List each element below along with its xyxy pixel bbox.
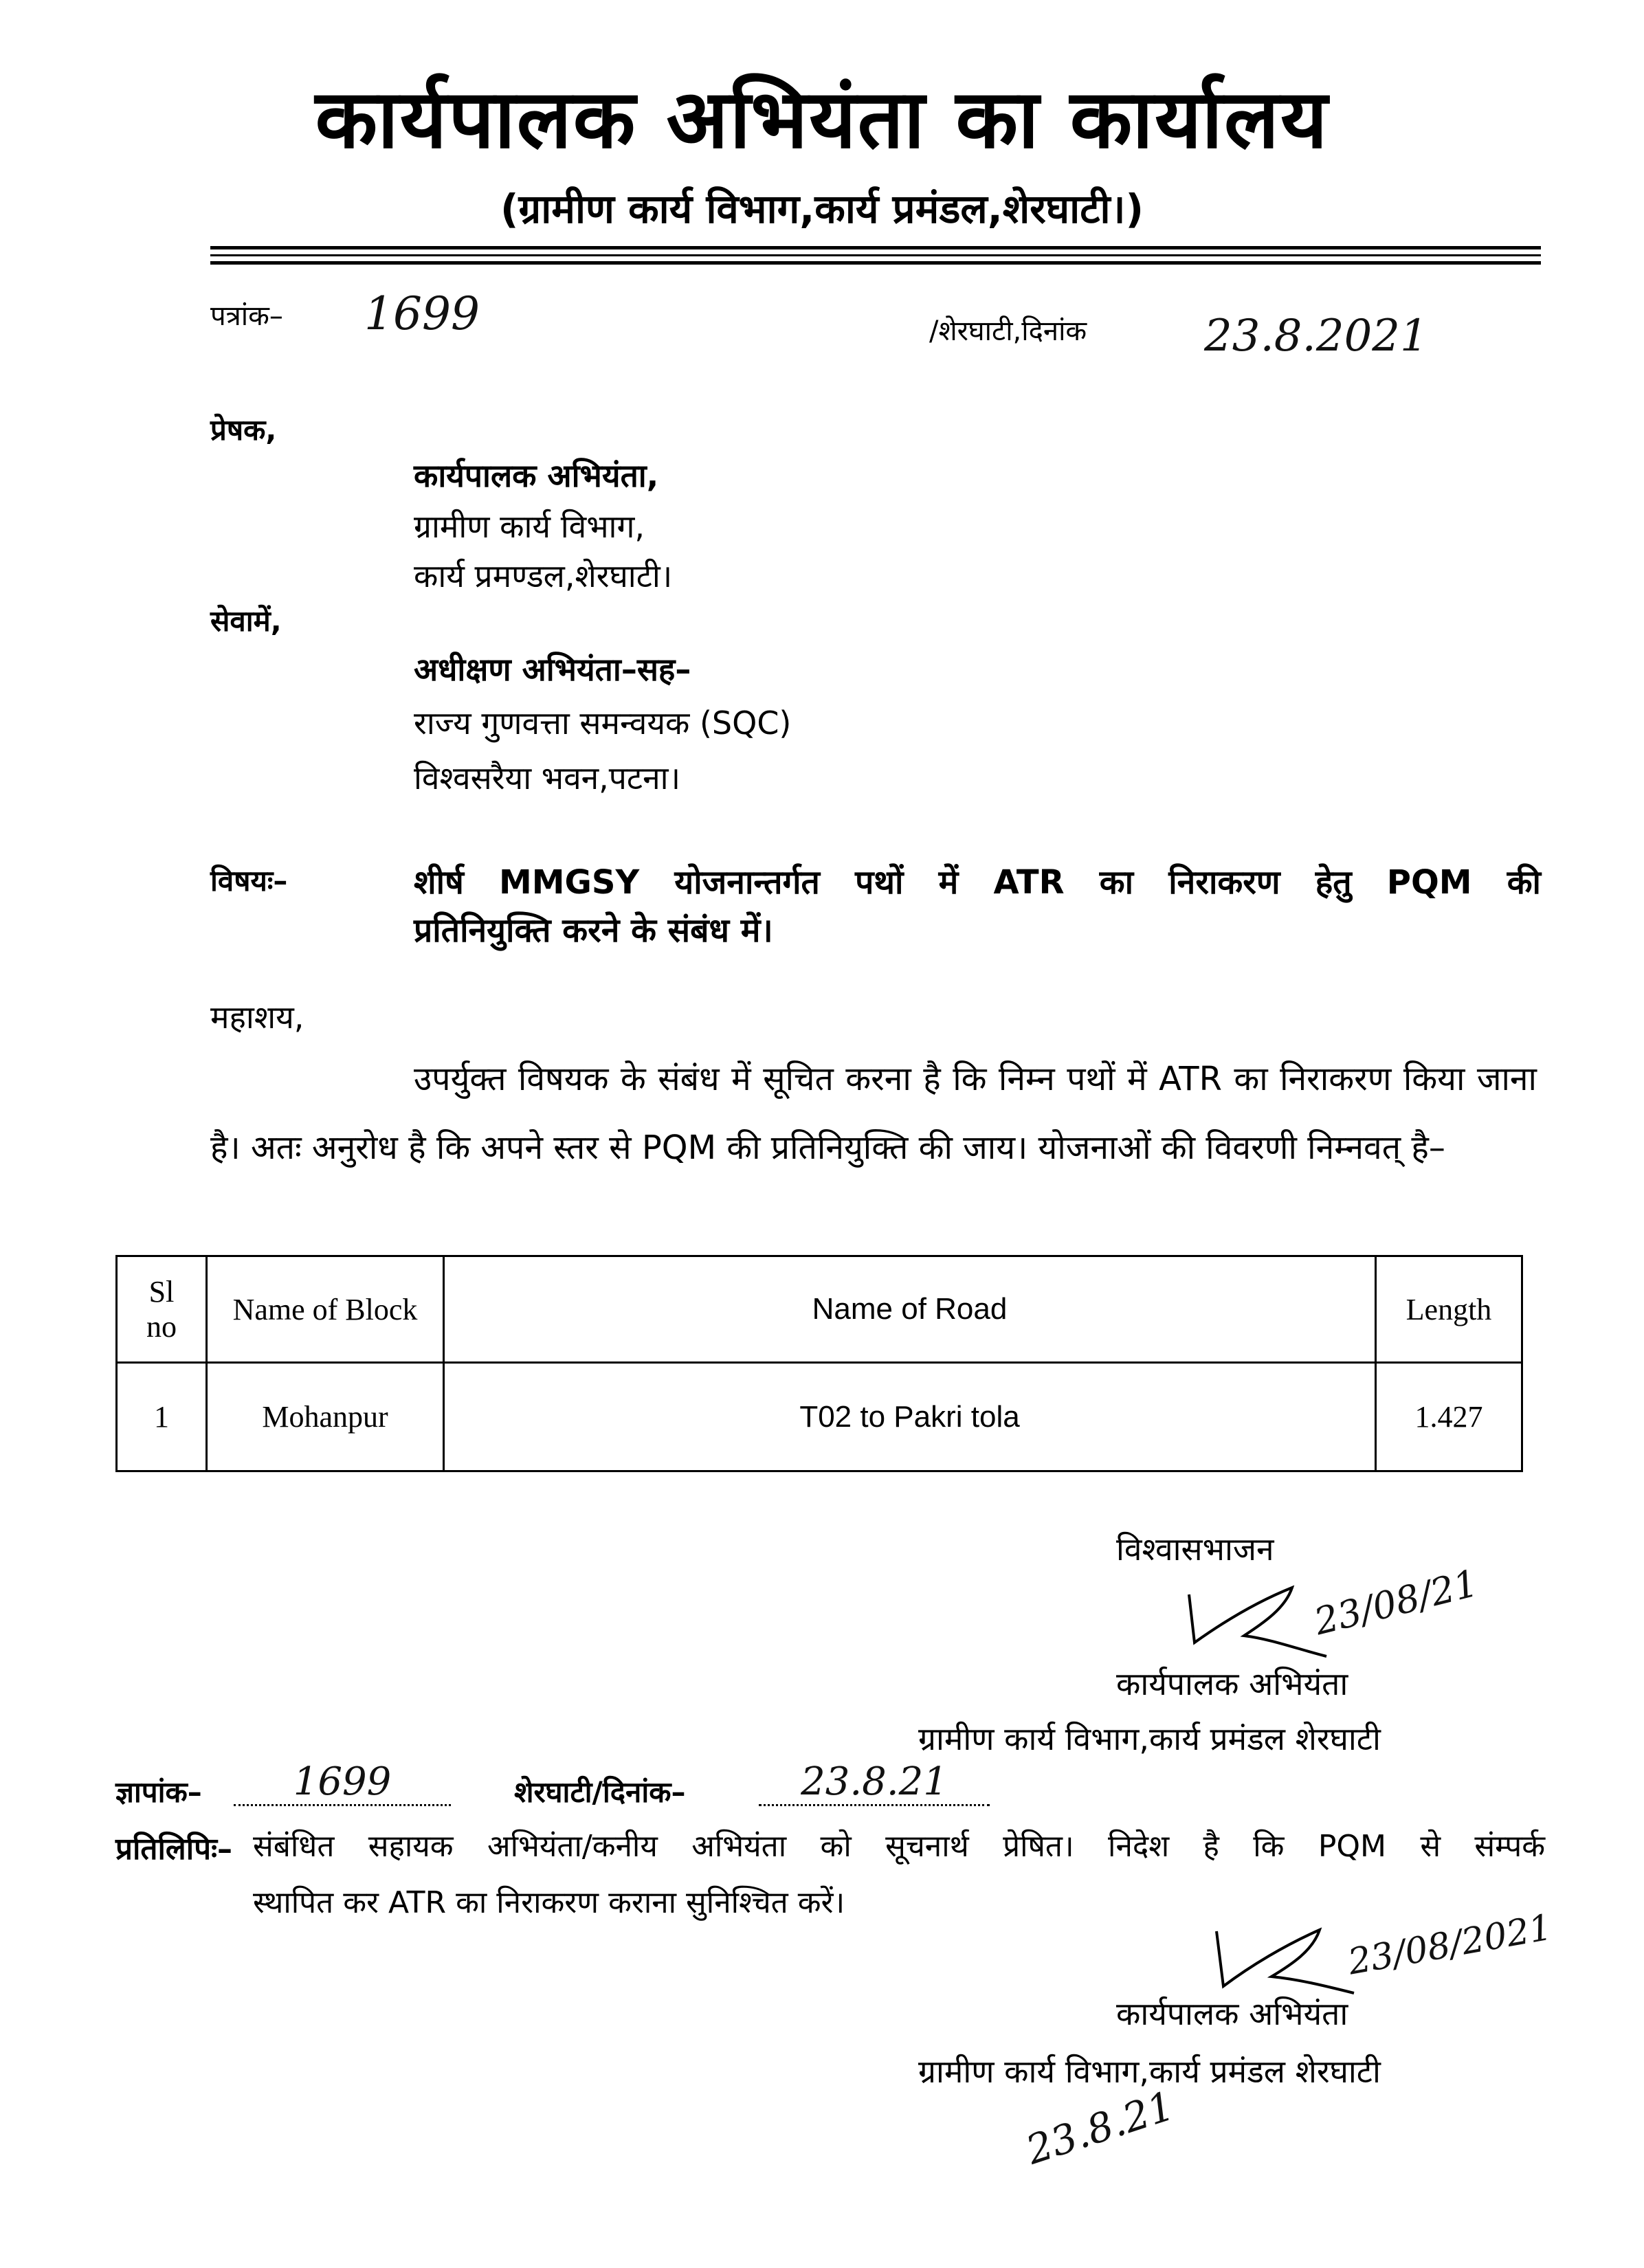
sender-line-3: कार्य प्रमण्डल,शेरघाटी। bbox=[414, 557, 673, 594]
recipient-line-1: अधीक्षण अभियंता–सह– bbox=[414, 651, 691, 688]
subject-label: विषयः– bbox=[210, 864, 288, 898]
signature-designation-2: कार्यपालक अभियंता bbox=[1116, 1995, 1348, 2032]
letter-date: 23.8.2021 bbox=[1204, 311, 1428, 362]
header-block: Name of Block bbox=[207, 1256, 444, 1363]
header-rule-top bbox=[210, 246, 1541, 249]
table-header-row bbox=[117, 1256, 1522, 1363]
recipient-line-3: विश्वसरैया भवन,पटना। bbox=[414, 759, 680, 797]
subject-line-2: प्रतिनियुक्ति करने के संबंध में। bbox=[414, 911, 773, 950]
header-rule-bottom bbox=[210, 261, 1541, 265]
cell-road: T02 to Pakri tola bbox=[444, 1363, 1376, 1471]
signature-date-2: 23/08/2021 bbox=[1345, 1906, 1555, 1983]
road-table bbox=[115, 1255, 1523, 1472]
memo-place-date-label: शेरघाटी/दिनांक– bbox=[514, 1775, 686, 1809]
dispatch-date: 23.8.21 bbox=[1020, 2082, 1180, 2174]
signature-date-1: 23/08/21 bbox=[1309, 1561, 1482, 1644]
header-length: Length bbox=[1376, 1256, 1522, 1363]
signature-office-2: ग्रामीण कार्य विभाग,कार्य प्रमंडल शेरघाटी bbox=[918, 2053, 1381, 2090]
salutation: महाशय, bbox=[210, 999, 304, 1036]
sender-line-1: कार्यपालक अभियंता, bbox=[414, 457, 659, 494]
office-subtitle: (ग्रामीण कार्य विभाग,कार्य प्रमंडल,शेरघाटी।) bbox=[500, 186, 1144, 232]
place-date-label: /शेरघाटी,दिनांक bbox=[929, 315, 1087, 347]
subject-line-1: शीर्ष MMGSY योजनान्तर्गत पथों में ATR का निराकरण हेतु PQM की bbox=[414, 863, 1541, 902]
recipient-label: सेवामें, bbox=[210, 604, 282, 638]
recipient-line-2: राज्य गुणवत्ता समन्वयक (SQC) bbox=[414, 704, 792, 742]
signature-designation-1: कार्यपालक अभियंता bbox=[1116, 1665, 1348, 1702]
memo-date: 23.8.21 bbox=[759, 1759, 990, 1806]
header-sl-line2: no bbox=[146, 1310, 177, 1344]
header-sl-no bbox=[117, 1256, 207, 1363]
copy-label: प्रतिलिपिः– bbox=[115, 1832, 233, 1867]
memo-label: ज्ञापांक– bbox=[115, 1775, 202, 1809]
cell-block: Mohanpur bbox=[207, 1363, 444, 1471]
closing-text: विश्वासभाजन bbox=[1116, 1531, 1274, 1568]
table-row bbox=[117, 1363, 1522, 1471]
reference-number: 1699 bbox=[364, 287, 480, 340]
memo-number: 1699 bbox=[234, 1759, 451, 1806]
header-rule-middle bbox=[210, 254, 1541, 256]
copy-line-2: स्थापित कर ATR का निराकरण कराना सुनिश्चित करें। bbox=[253, 1885, 845, 1920]
signature-mark-1 bbox=[1182, 1574, 1333, 1663]
reference-label: पत्रांक– bbox=[210, 300, 283, 332]
office-title: कार्यपालक अभियंता का कार्यालय bbox=[315, 71, 1329, 166]
cell-sl: 1 bbox=[117, 1363, 207, 1471]
header-road: Name of Road bbox=[444, 1256, 1376, 1363]
signature-mark-2 bbox=[1210, 1917, 1361, 2000]
sender-label: प्रेषक, bbox=[210, 413, 277, 447]
signature-office-1: ग्रामीण कार्य विभाग,कार्य प्रमंडल शेरघाटी bbox=[918, 1720, 1381, 1757]
body-paragraph: उपर्युक्त विषयक के संबंध में सूचित करना है कि निम्न पथों में ATR का निराकरण किया जाना है। अतः अनुरोध है कि अपने स्तर से PQM की प्रतिनियुक्ति की जाय। योजनाओं की विवरणी निम्नवत् है– bbox=[210, 1060, 1537, 1167]
copy-line-1: संबंधित सहायक अभियंता/कनीय अभियंता को सूचनार्थ प्रेषित। निदेश है कि PQM से संम्पर्क bbox=[253, 1829, 1545, 1864]
sender-line-2: ग्रामीण कार्य विभाग, bbox=[414, 508, 645, 545]
header-sl-line1: Sl bbox=[148, 1275, 175, 1309]
cell-length: 1.427 bbox=[1376, 1363, 1522, 1471]
